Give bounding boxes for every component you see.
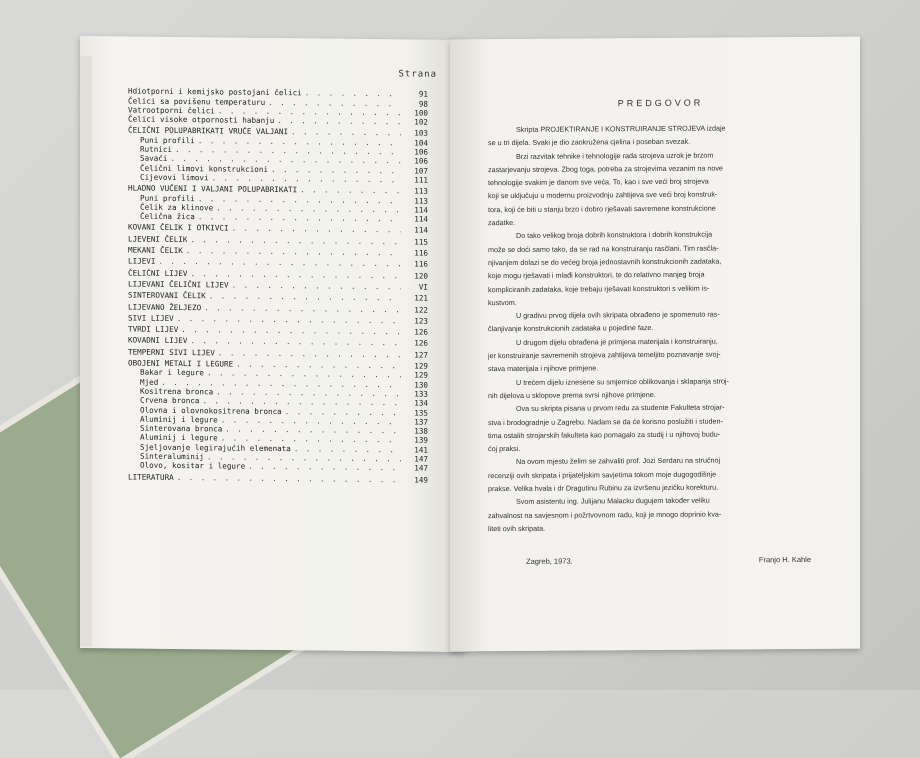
toc-entry-title: KOVADNI LIJEV [128,335,188,346]
toc-entry-title: LIJEVANI ČELIČNI LIJEV [128,279,229,290]
toc-entry-page: 123 [414,316,428,326]
preface-line: U gradivu prvog dijela ovih skripata obrađeno je spomenuto ras- [516,309,720,321]
toc-entry [128,234,428,246]
preface-line: zadatke. [488,218,516,228]
toc-entry-title: Sinteraluminij [140,451,205,462]
toc-entry-title: TVRDI LIJEV [128,324,179,335]
toc-entry-title: Čelici visoke otpornosti habanju [128,114,275,126]
toc-leader-dots [190,269,401,280]
toc-entry-title: LIJEVANO ŽELJEZO [128,302,202,312]
toc-entry [128,257,428,269]
preface-line: Do tako velikog broja dobrih konstruktora i dobrih konstrukcija [516,229,713,241]
toc-entry [128,279,428,291]
toc-entry-page: 116 [414,248,428,258]
toc-entry-title: Savaći [140,153,168,164]
toc-entry-title: LITERATURA [128,472,174,482]
toc-entry [128,313,428,325]
toc-entry-title: MEKANI ČELIK [128,245,183,256]
toc-entry-title: OBOJENI METALI I LEGURE [128,358,234,369]
preface-line: Skripta PROJEKTIRANJE I KONSTRUIRANJE STROJEVA izdaje [516,123,726,134]
toc-entry-title: Puni profili [140,135,195,145]
toc-entry [128,223,428,235]
toc-entry-page: 129 [414,370,428,380]
toc-entry-page: 91 [418,89,428,99]
toc-entry-title: Olovo, kositar i legure [140,460,246,471]
toc-entry-page: 114 [414,214,428,224]
toc-entry-title: LJEVENI ČELIK [128,234,188,244]
toc-entry-page: 100 [414,108,428,118]
toc-entry-title: Aluminij i legure [140,414,218,425]
right-page-preface [450,37,860,652]
toc-entry-page: 141 [414,445,428,455]
preface-line: nih dijelova u sklopove prema svrsi njihove primjene. [488,389,656,401]
toc-entry [128,472,428,484]
toc-entry-title: Crvena bronca [140,395,200,406]
toc-entry-page: 147 [414,454,428,464]
toc-entry-title: Čelik za klinove [140,202,214,213]
toc-entry-page: 98 [418,99,428,109]
toc-entry-title: Rutnici [140,144,173,155]
toc-entry-title: Čelični limovi konstrukcioni [140,163,269,174]
toc-entry-title: Hdiotporni i kemijsko postojani čelici [128,86,302,98]
toc-entry-title: HLADNO VUČENI I VALJANI POLUPABRIKATI [128,183,298,195]
preface-line: recenziji ovih skripata i prijateljskim savjetima tokom moje dugogodišnje [488,469,717,480]
toc-leader-dots [181,325,401,336]
preface-line: jer konstruiranje savremenih strojeva zahtijeva temeljito poznavanje svoj- [488,349,721,361]
preface-line: se u tri dijela. Svaki je dio zaokružena cjelina i poseban svezak. [488,137,691,148]
toc-entry-title: Aluminij i legure [140,433,218,443]
toc-entry-title: KOVANI ČELIK I OTKIVCI [128,222,229,233]
preface-line: kustvom. [488,297,517,308]
preface-body [488,121,833,536]
preface-line: Ova su skripta pisana u prvom redu za studente Fakulteta strojar- [516,402,725,414]
toc-entry-page: 129 [414,361,428,371]
preface-title: PREDGOVOR [617,97,704,109]
toc-leader-dots [232,224,401,235]
toc-entry-page: 135 [414,407,428,418]
signature-row [488,555,833,566]
toc-leader-dots [177,314,401,325]
toc-leader-dots [209,292,401,303]
toc-entry-title: Puni profili [140,193,195,203]
toc-entry [128,336,428,348]
toc-entry-title: SIVI LIJEV [128,313,174,323]
toc-entry-page: 134 [414,398,428,408]
preface-line: prakse. Velika hvala i dr Dragutinu Rubinu za izvršenu jezičku korekturu. [488,482,719,494]
preface-line: njivanjem dolazi se do većeg broja jednostavnih konstrukcionih zadataka, [488,256,722,268]
toc-leader-dots [277,116,401,126]
toc-leader-dots [212,173,401,184]
table-of-contents [128,86,428,484]
toc-entry-page: 127 [414,350,428,360]
toc-header: Strana [398,69,437,80]
toc-entry-page: 138 [414,426,428,436]
toc-entry-title: ČELIČNI LIJEV [128,268,188,278]
preface-line: U trećem dijelu iznesene su smjernice oblikovanja i sklapanja stroj- [516,376,729,387]
toc-leader-dots [204,303,401,314]
toc-entry [128,347,428,359]
toc-leader-dots [218,348,401,359]
toc-entry-page: 113 [414,186,428,196]
toc-entry-page: 126 [414,338,428,349]
toc-entry-page: 116 [414,259,428,269]
toc-entry-title: Olovna i olovnokositrena bronca [140,405,282,416]
toc-entry-title: Cijevovi limovi [140,172,209,183]
toc-entry-page: 107 [414,166,428,176]
toc-entry-page: 147 [414,463,428,473]
preface-line: članjivanje konstrukcionih zadataka u pojedine faze. [488,323,654,334]
toc-leader-dots [158,257,401,269]
toc-entry-page: 111 [414,175,428,185]
toc-entry-title: LIJEVI [128,256,156,267]
toc-entry-title: Vatrootporni čelici [128,105,215,116]
toc-entry-page: 126 [414,327,428,337]
toc-entry-page: VI [418,282,428,292]
preface-line: stava materijala i njihove primjene. [488,363,599,374]
toc-leader-dots [232,281,401,292]
preface-line: Na ovom mjestu želim se zahvaliti prof. Jozi Serdaru na stručnoj [516,455,721,467]
toc-entry-page: 137 [414,417,428,427]
toc-entry-title: Sjeljovanje legirajućih elemenata [140,442,291,453]
toc-entry [128,302,428,314]
left-page-contents [80,36,465,652]
preface-line: zahvalnost na savjesnom i požrtvovnom radu, koji je mnogo doprinio kva- [488,509,722,520]
toc-entry [128,290,428,302]
toc-entry-title: Bakar i legure [140,367,205,378]
toc-leader-dots [198,212,401,223]
toc-entry-page: 114 [414,225,428,236]
toc-leader-dots [248,462,401,473]
preface-line: Brzi razvitak tehnike i tehnologije rada strojeva uzrok je brzom [516,150,714,161]
preface-line: tehnologije svakim je danom sve veća. To, kao i sve veći broj strojeva [488,176,709,188]
preface-line: stva i brodogradnje u Zagrebu. Nadam se da će korisno poslužiti i studen- [488,416,723,427]
toc-entry-title: SINTEROVANI ČELIK [128,290,206,301]
toc-entry-title: ČELIČNI POLUPABRIKATI VRUČE VALJANI [128,125,289,137]
toc-entry-page: 121 [414,293,428,303]
toc-entry-title: Čelična žica [140,211,195,222]
place-date: Zagreb, 1973. [526,556,573,567]
preface-line: tima ostalih strojarskih fakulteta kao pomagalo za studij i u njihovoj budu- [488,429,721,440]
preface-line: koji se uključuju u modernu proizvodnju zahtijeva sve veći broj konstruk- [488,190,718,201]
toc-entry-title: Čelici sa povišenu temperaturu [128,96,266,107]
toc-entry-page: 104 [414,138,428,148]
toc-entry-page: 120 [414,271,428,281]
open-book [70,38,860,650]
preface-line: Svom asistentu ing. Julijanu Malacku dugujem također veliku [516,495,710,507]
preface-line: koje mogu rješavati i mlađi konstruktori, te do relativno manjeg broja [488,269,705,281]
preface-line: ćoj praksi. [488,444,521,454]
toc-entry-page: 139 [414,435,428,446]
preface-line: U drugom dijelu obrađena je primjena materijala i konstruiranju, [516,336,718,347]
toc-entry [128,268,428,280]
preface-line: može se doći samo tako, da se rad na konstruiranju rasčlani. Tim rasčla- [488,243,719,254]
toc-entry-page: 133 [414,389,428,399]
toc-entry-title: Kositrena bronca [140,386,214,397]
toc-entry-page: 130 [414,380,428,390]
preface [488,97,833,567]
toc-entry-page: 102 [414,117,428,127]
preface-line: liteti ovih skripata. [488,523,546,534]
toc-leader-dots [190,235,401,246]
preface-line: zastarjevanju strojeva. Zbog toga, potreba za strojevima vezanim na nove [488,163,723,175]
toc-entry-page: 106 [414,147,428,157]
page-edge [80,56,92,646]
toc-leader-dots [177,473,401,484]
toc-entry-page: 103 [414,128,428,139]
toc-entry [128,245,428,257]
toc-leader-dots [190,337,401,348]
toc-entry-title: TEMPERNI SIVI LIJEV [128,347,215,358]
author-name: Franjo H. Kahle [758,555,811,565]
preface-line: kompliciranih zadataka, koje trebaju rješavati konstruktori s velikim is- [488,283,710,294]
toc-entry-title: Mjed [140,377,159,387]
toc-entry-title: Sinterovana bronca [140,423,223,434]
preface-line: tora, koji će biti u stanju brzo i dobro rješavati savremene konstrukcione [488,203,716,214]
toc-entry-page: 114 [414,205,428,215]
toc-entry-page: 149 [414,475,428,485]
toc-leader-dots [186,246,401,257]
toc-entry-page: 122 [414,305,428,315]
toc-entry [128,324,428,336]
toc-entry-page: 115 [414,237,428,247]
toc-entry-page: 113 [414,196,428,206]
toc-entry-page: 106 [414,156,428,167]
